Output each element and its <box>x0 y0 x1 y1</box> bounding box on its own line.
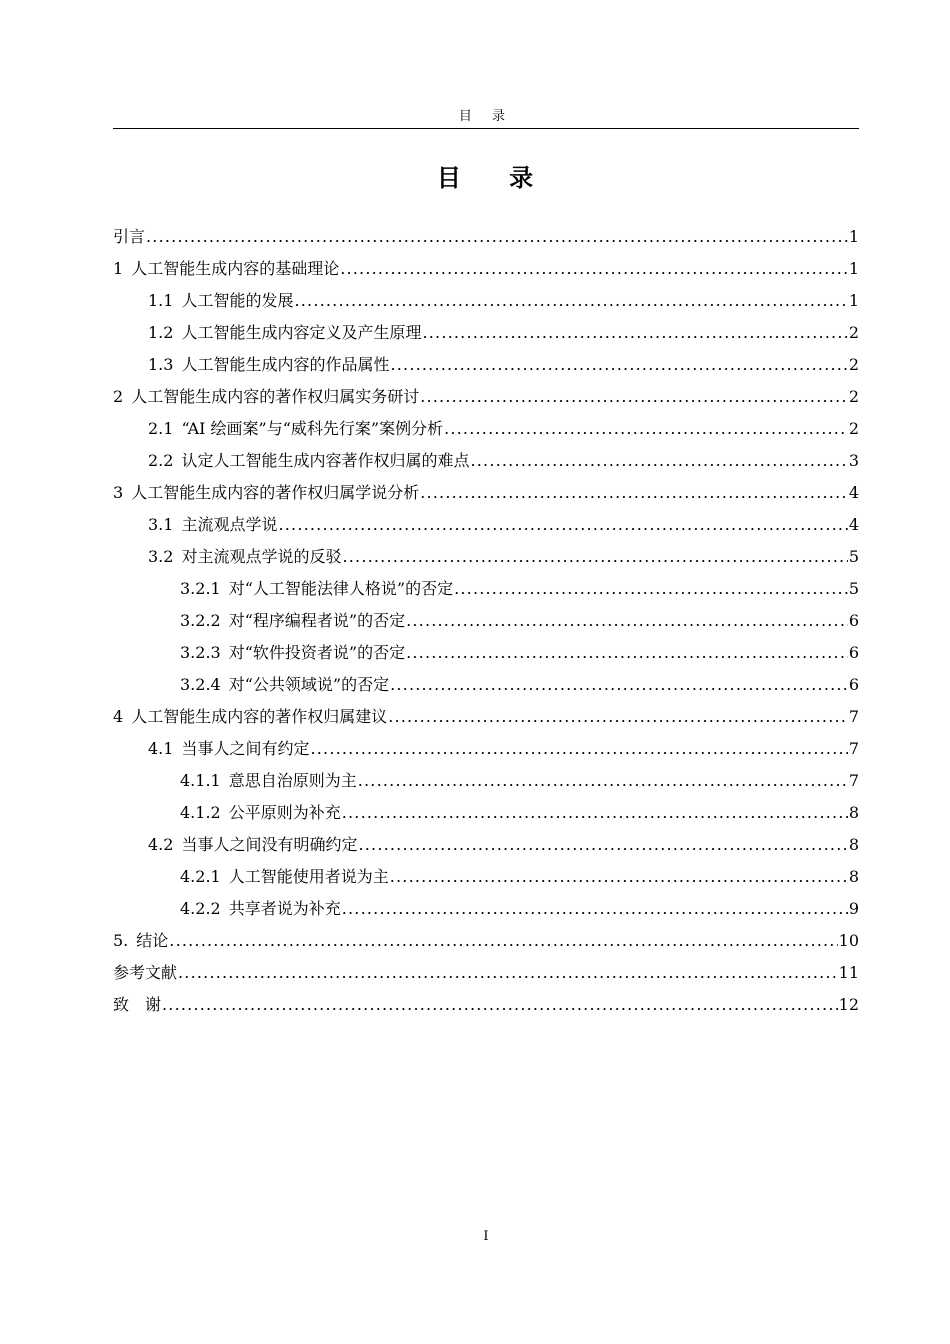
toc-entry-label: 对“软件投资者说”的否定 <box>228 643 406 662</box>
toc-dot-leader <box>420 481 848 505</box>
toc-entry-label: 人工智能生成内容的基础理论 <box>131 259 340 278</box>
toc-entry-number: 3 <box>113 483 124 502</box>
toc-entry-label: 人工智能生成内容的著作权归属实务研讨 <box>131 387 420 406</box>
toc-entry[interactable] <box>113 609 859 641</box>
toc-entry[interactable] <box>113 353 859 385</box>
toc-entry-number: 3.2.1 <box>180 579 221 598</box>
toc-dot-leader <box>278 513 847 537</box>
toc-entry-page: 5 <box>848 579 859 598</box>
toc-entry[interactable] <box>113 545 859 577</box>
toc-entry-label: 人工智能生成内容定义及产生原理 <box>181 323 422 342</box>
toc-entry[interactable] <box>113 705 859 737</box>
header-rule <box>113 128 859 129</box>
toc-dot-leader <box>470 449 847 473</box>
toc-entry-number: 4.1.2 <box>180 803 221 822</box>
toc-entry-page: 2 <box>848 323 859 342</box>
toc-entry-label: 共享者说为补充 <box>228 899 341 918</box>
toc-entry-number: 4.2.2 <box>180 899 221 918</box>
toc-entry-label: 对“程序编程者说”的否定 <box>228 611 406 630</box>
toc-dot-leader <box>406 609 848 633</box>
toc-entry-page: 7 <box>848 739 859 758</box>
toc-entry-label: 人工智能生成内容的著作权归属建议 <box>131 707 388 726</box>
toc-dot-leader <box>169 929 837 953</box>
toc-dot-leader <box>406 641 848 665</box>
toc-entry-page: 1 <box>848 227 859 246</box>
toc-entry[interactable] <box>113 513 859 545</box>
toc-dot-leader <box>310 737 847 761</box>
toc-dot-leader <box>342 897 848 921</box>
page-title: 目 录 <box>436 164 554 192</box>
toc-entry-number: 3.2.4 <box>180 675 221 694</box>
toc-entry-number: 4.2.1 <box>180 867 221 886</box>
toc-entry-page: 6 <box>848 675 859 694</box>
toc-entry[interactable] <box>113 577 859 609</box>
toc-entry-label: “AI 绘画案”与“威科先行案”案例分析 <box>181 419 444 438</box>
page-number: I <box>483 1229 489 1244</box>
toc-entry-label: 对主流观点学说的反驳 <box>181 547 342 566</box>
toc-entry-number: 4.1.1 <box>180 771 221 790</box>
table-of-contents <box>113 225 859 1025</box>
toc-entry-page: 6 <box>848 643 859 662</box>
toc-entry-number: 3.1 <box>148 515 174 534</box>
toc-entry[interactable] <box>113 769 859 801</box>
toc-dot-leader <box>390 673 848 697</box>
toc-entry-label: 人工智能生成内容的作品属性 <box>181 355 390 374</box>
toc-entry-number: 1 <box>113 259 124 278</box>
toc-entry[interactable] <box>113 897 859 929</box>
toc-entry-label: 主流观点学说 <box>181 515 278 534</box>
toc-entry-label: 引言 <box>113 227 146 246</box>
toc-entry-number: 1.3 <box>148 355 174 374</box>
toc-entry-label: 结论 <box>136 931 169 950</box>
toc-entry-page: 10 <box>838 931 859 950</box>
toc-entry-number: 3.2.2 <box>180 611 221 630</box>
toc-dot-leader <box>340 257 848 281</box>
toc-dot-leader <box>388 705 848 729</box>
toc-entry[interactable] <box>113 289 859 321</box>
toc-entry-number: 2 <box>113 387 124 406</box>
toc-entry-page: 3 <box>848 451 859 470</box>
toc-dot-leader <box>358 833 847 857</box>
toc-entry[interactable] <box>113 801 859 833</box>
toc-dot-leader <box>342 801 848 825</box>
toc-entry[interactable] <box>113 737 859 769</box>
toc-dot-leader <box>422 321 847 345</box>
toc-dot-leader <box>390 865 848 889</box>
toc-entry-page: 11 <box>838 963 859 982</box>
toc-entry-label: 人工智能使用者说为主 <box>228 867 389 886</box>
toc-entry-page: 8 <box>848 867 859 886</box>
toc-entry-number: 5. <box>113 931 129 950</box>
toc-dot-leader <box>342 545 847 569</box>
toc-entry-number: 4.1 <box>148 739 174 758</box>
toc-dot-leader <box>146 225 848 249</box>
toc-dot-leader <box>454 577 848 601</box>
running-header: 目 录 <box>458 109 514 124</box>
toc-dot-leader <box>358 769 848 793</box>
toc-entry[interactable] <box>113 225 859 257</box>
toc-entry-page: 5 <box>848 547 859 566</box>
toc-entry[interactable] <box>113 641 859 673</box>
toc-dot-leader <box>420 385 848 409</box>
toc-entry-page: 4 <box>848 515 859 534</box>
toc-dot-leader <box>178 961 838 985</box>
toc-entry-label: 人工智能的发展 <box>181 291 294 310</box>
toc-entry-number: 4.2 <box>148 835 174 854</box>
toc-entry[interactable] <box>113 961 859 993</box>
toc-entry-page: 2 <box>848 355 859 374</box>
toc-entry[interactable] <box>113 481 859 513</box>
toc-entry-label: 公平原则为补充 <box>228 803 341 822</box>
toc-entry-label: 认定人工智能生成内容著作权归属的难点 <box>181 451 470 470</box>
toc-dot-leader <box>294 289 847 313</box>
toc-dot-leader <box>390 353 847 377</box>
toc-entry-page: 1 <box>848 259 859 278</box>
toc-entry-number: 1.1 <box>148 291 174 310</box>
toc-entry-page: 2 <box>848 387 859 406</box>
toc-entry-page: 6 <box>848 611 859 630</box>
toc-entry[interactable] <box>113 865 859 897</box>
toc-dot-leader <box>162 993 838 1017</box>
toc-dot-leader <box>444 417 848 441</box>
toc-entry[interactable] <box>113 417 859 449</box>
toc-entry[interactable] <box>113 257 859 289</box>
toc-entry-page: 12 <box>838 995 859 1014</box>
toc-entry-page: 8 <box>848 803 859 822</box>
toc-entry-label: 意思自治原则为主 <box>228 771 357 790</box>
toc-entry-page: 2 <box>848 419 859 438</box>
toc-entry-label: 参考文献 <box>113 963 178 982</box>
toc-entry-label: 对“公共领域说”的否定 <box>228 675 390 694</box>
toc-entry[interactable] <box>113 833 859 865</box>
toc-entry-label: 致 谢 <box>113 995 162 1014</box>
toc-entry[interactable] <box>113 449 859 481</box>
toc-entry-page: 1 <box>848 291 859 310</box>
toc-entry-label: 对“人工智能法律人格说”的否定 <box>228 579 454 598</box>
toc-entry[interactable] <box>113 385 859 417</box>
toc-entry-number: 3.2.3 <box>180 643 221 662</box>
toc-entry-number: 2.1 <box>148 419 174 438</box>
toc-entry-number: 1.2 <box>148 323 174 342</box>
toc-entry[interactable] <box>113 993 859 1025</box>
toc-entry-label: 当事人之间有约定 <box>181 739 310 758</box>
toc-entry-page: 7 <box>848 707 859 726</box>
toc-entry-number: 3.2 <box>148 547 174 566</box>
toc-entry-page: 4 <box>848 483 859 502</box>
toc-entry[interactable] <box>113 929 859 961</box>
toc-entry-page: 9 <box>848 899 859 918</box>
toc-entry-label: 人工智能生成内容的著作权归属学说分析 <box>131 483 420 502</box>
toc-entry-number: 4 <box>113 707 124 726</box>
toc-entry-page: 7 <box>848 771 859 790</box>
toc-entry-number: 2.2 <box>148 451 174 470</box>
toc-entry[interactable] <box>113 673 859 705</box>
toc-entry-page: 8 <box>848 835 859 854</box>
toc-entry-label: 当事人之间没有明确约定 <box>181 835 358 854</box>
toc-entry[interactable] <box>113 321 859 353</box>
